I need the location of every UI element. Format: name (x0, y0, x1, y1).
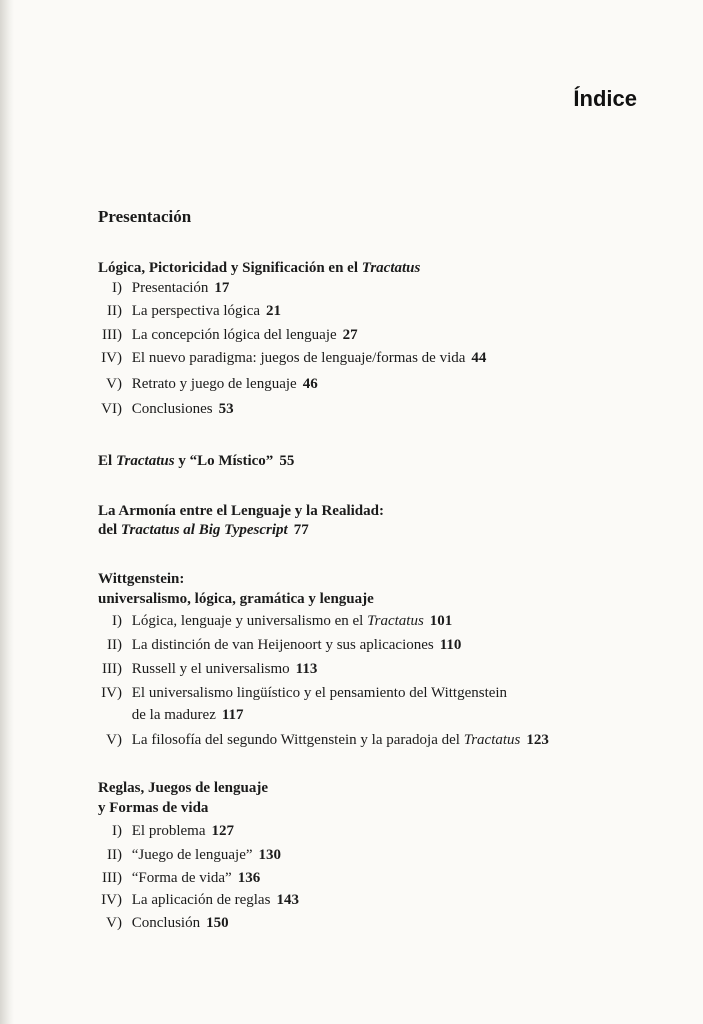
toc-item[interactable]: II) “Juego de lenguaje” 130 (107, 847, 282, 863)
toc-item[interactable]: II) La distinción de van Heijenoort y sus aplicaciones 110 (107, 637, 462, 653)
toc-section-head: y Formas de vida (98, 800, 209, 816)
page-edge-shadow (0, 0, 14, 1024)
toc-item[interactable]: V) Retrato y juego de lenguaje 46 (106, 376, 318, 392)
toc-item-continuation[interactable]: de la madurez 117 (131, 707, 244, 723)
toc-section-head: Lógica, Pictoricidad y Significación en el Tractatus (98, 260, 421, 276)
toc-section-head: La Armonía entre el Lenguaje y la Realidad: (98, 503, 384, 519)
toc-presentation: Presentación (98, 207, 192, 226)
toc-item[interactable]: I) Lógica, lenguaje y universalismo en el Tractatus 101 (112, 613, 453, 629)
toc-section-head: Wittgenstein: (98, 571, 185, 587)
toc-item[interactable]: III) Russell y el universalismo 113 (102, 661, 318, 677)
toc-item[interactable]: V) La filosofía del segundo Wittgenstein y la paradoja del Tractatus 123 (106, 732, 549, 748)
page-title: Índice (573, 86, 637, 111)
toc-item[interactable]: V) Conclusión 150 (106, 915, 229, 931)
toc-section-head: universalismo, lógica, gramática y lenguaje (98, 591, 374, 607)
toc-item[interactable]: I) El problema 127 (112, 823, 234, 839)
toc-item[interactable]: III) “Forma de vida” 136 (102, 870, 261, 886)
toc-item[interactable]: I) Presentación 17 (112, 280, 230, 296)
toc-section-head[interactable]: del Tractatus al Big Typescript 77 (98, 522, 309, 538)
toc-item[interactable]: II) La perspectiva lógica 21 (107, 303, 282, 319)
toc-item[interactable]: IV) La aplicación de reglas 143 (101, 892, 299, 908)
toc-item[interactable]: IV) El nuevo paradigma: juegos de lenguaje/formas de vida 44 (101, 350, 487, 366)
toc-section-head: Reglas, Juegos de lenguaje (98, 780, 268, 796)
toc-item[interactable]: VI) Conclusiones 53 (101, 401, 234, 417)
toc-item[interactable]: III) La concepción lógica del lenguaje 27 (102, 327, 358, 343)
toc-section-head[interactable]: El Tractatus y “Lo Místico” 55 (98, 453, 295, 469)
toc-item[interactable]: IV) El universalismo lingüístico y el pensamiento del Wittgenstein (101, 685, 508, 701)
